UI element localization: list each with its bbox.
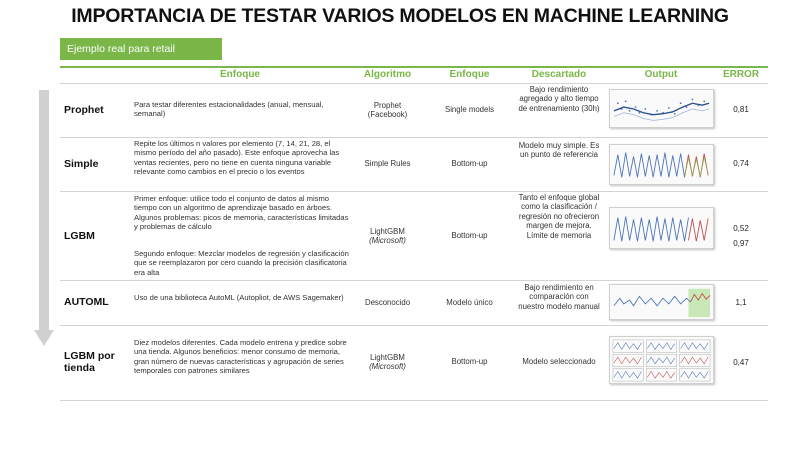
row-algorithm bbox=[355, 227, 420, 246]
row-approach: Bottom-up bbox=[451, 231, 488, 240]
row-approach: Bottom-up bbox=[451, 159, 488, 168]
output-thumbnail bbox=[609, 89, 714, 128]
algorithm-vendor: (Microsoft) bbox=[369, 362, 406, 372]
algorithm-name: Simple Rules bbox=[364, 159, 411, 168]
row-name: Simple bbox=[64, 158, 99, 170]
row-description: Uso de una biblioteca AutoML (Autopliot, de AWS Sagemaker) bbox=[134, 293, 344, 302]
header-algoritmo: Algoritmo bbox=[363, 69, 412, 80]
header-error: ERROR bbox=[722, 69, 760, 80]
row-discarded: Modelo muy simple. Es un punto de referencia bbox=[518, 141, 600, 160]
algorithm-vendor: (Facebook) bbox=[367, 110, 408, 120]
row-algorithm bbox=[355, 353, 420, 372]
example-badge: Ejemplo real para retail bbox=[60, 38, 222, 60]
row-approach: Bottom-up bbox=[451, 357, 488, 366]
row-description: Para testar diferentes estacionalidades (anual, mensual, semanal) bbox=[134, 100, 324, 119]
row-name: LGBM bbox=[64, 230, 95, 242]
row-divider bbox=[60, 191, 768, 192]
output-thumbnail bbox=[609, 336, 714, 384]
algorithm-name: Prophet bbox=[373, 101, 402, 110]
row-error: 0,47 bbox=[733, 358, 749, 367]
algorithm-vendor: (Microsoft) bbox=[369, 236, 406, 246]
row-approach: Modelo único bbox=[446, 298, 493, 307]
row-algorithm bbox=[355, 101, 420, 120]
row-divider bbox=[60, 83, 768, 84]
row-divider bbox=[60, 280, 768, 281]
row-algorithm bbox=[355, 159, 420, 168]
algorithm-name: Desconocido bbox=[364, 298, 411, 307]
down-arrow-icon bbox=[34, 90, 54, 348]
row-discarded: Bajo rendimiento agregado y alto tiempo de entrenamiento (30h) bbox=[518, 85, 600, 113]
row-divider bbox=[60, 400, 768, 401]
header-divider bbox=[60, 66, 768, 68]
row-description: Diez modelos diferentes. Cada modelo entrena y predice sobre una tienda. Algunos beneficios: menor consumo de memoria, gran número de nuevas características y agrupación de series temporales con patrones similares bbox=[134, 338, 347, 376]
algorithm-name: LightGBM bbox=[370, 227, 405, 236]
row-error: 1,1 bbox=[735, 298, 747, 307]
row-name: LGBM por tienda bbox=[64, 350, 115, 374]
row-name: AUTOML bbox=[64, 296, 109, 308]
output-thumbnail bbox=[609, 284, 714, 320]
row-description-2: Segundo enfoque: Mezclar modelos de regresión y clasificación que se reemplazaron por cero cuando la precisión clasificatoria era alta bbox=[134, 249, 349, 277]
header-enfoque-2: Enfoque bbox=[449, 69, 490, 80]
page-title: IMPORTANCIA DE TESTAR VARIOS MODELOS EN MACHINE LEARNING bbox=[71, 5, 729, 27]
output-thumbnail bbox=[609, 144, 714, 185]
row-error: 0,52 bbox=[733, 224, 749, 233]
header-enfoque: Enfoque bbox=[220, 69, 260, 80]
output-thumbnail bbox=[609, 207, 714, 249]
algorithm-name: LightGBM bbox=[370, 353, 405, 362]
row-divider bbox=[60, 325, 768, 326]
row-error: 0,74 bbox=[733, 159, 749, 168]
row-discarded: Bajo rendimiento en comparación con nuestro modelo manual bbox=[518, 283, 600, 311]
row-error-2: 0,97 bbox=[733, 239, 749, 248]
row-description: Repite los últimos n valores por elemento (7, 14, 21, 28, el mismo período del año pasado). Este enfoque aprovecha las ventas recientes, pero no tiene en cuenta ninguna variable relevante como cambios en el precio o los eventos bbox=[134, 139, 340, 177]
row-algorithm bbox=[355, 298, 420, 307]
row-approach: Single models bbox=[445, 105, 494, 114]
row-error: 0,81 bbox=[733, 105, 749, 114]
row-name: Prophet bbox=[64, 104, 104, 116]
row-discarded: Tanto el enfoque global como la clasificación / regresión no ofrecieron margen de mejora. Límite de memoria bbox=[518, 193, 600, 240]
header-descartado: Descartado bbox=[531, 69, 587, 80]
row-discarded: Modelo seleccionado bbox=[522, 357, 596, 366]
row-divider bbox=[60, 137, 768, 138]
row-description: Primer enfoque: utilice todo el conjunto de datos al mismo tiempo con un algoritmo de aprendizaje basado en árboes. Algunos problemas: picos de memoria, características limitadas y problemas de cálculo bbox=[134, 194, 349, 232]
header-output: Output bbox=[644, 69, 678, 80]
